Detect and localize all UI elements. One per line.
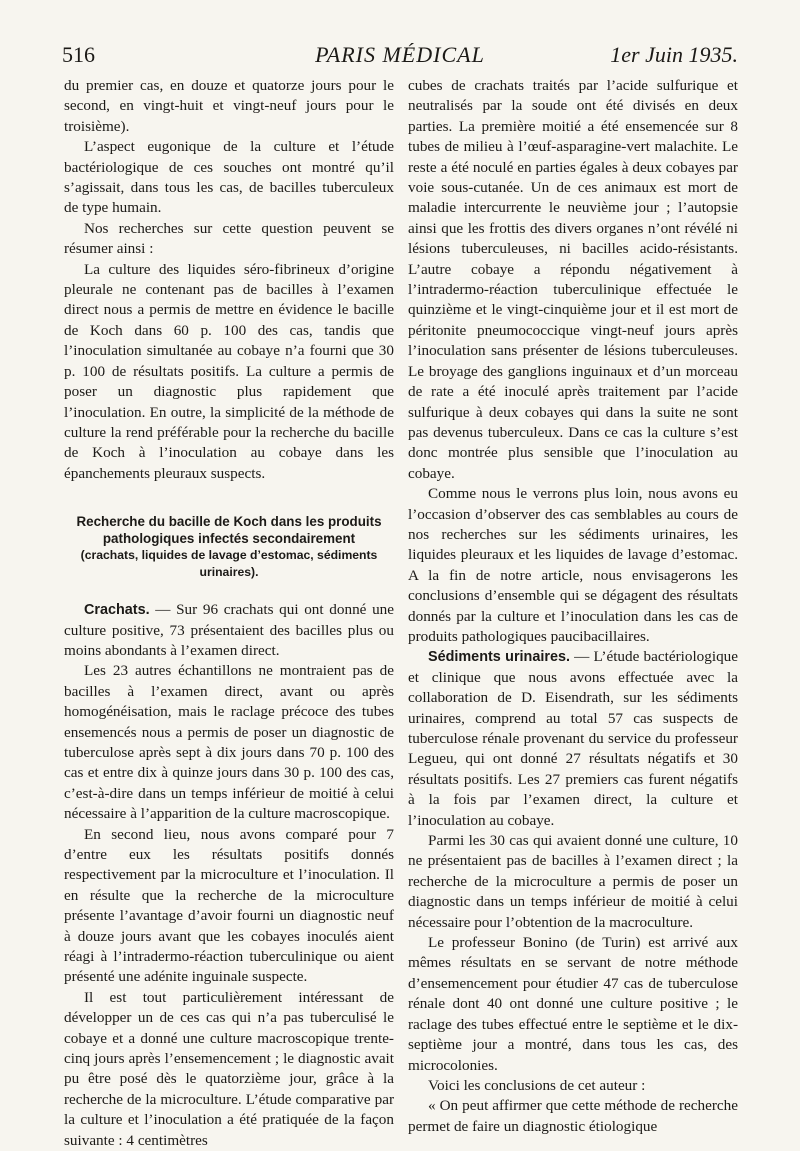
- left-column: [64, 76, 394, 1151]
- paragraph: L’aspect eugonique de la culture et l’étude bactériologique de ces souches ont montré qu’il s’agissait, dans tous les cas, de bacilles tuberculeux de type humain.: [64, 138, 394, 217]
- paragraph: cubes de crachats traités par l’acide sulfurique et neutralisés par la soude ont été divisés en deux parties. La première moitié a été ensemencée sur 8 tubes de milieu à l’œuf-asparagine-vert malachite. Le reste a été noculé en parties égales à deux cobayes par voie sous-cutanée. Un de ces animaux est mort de maladie intercurrente le neuvième jour ; l’autopsie ainsi que les frottis des divers organes n’ont révélé ni lésions tuberculeuses, ni bacilles acido-résistants. L’autre cobaye a répondu négativement à l’intradermo-réaction tuberculinique effectuée le quinzième et le vingt-cinquième jour et il est mort de péritonite pneumococcique vingt-neuf jours après l’inoculation sans présenter de lésions tuberculeuses. Le broyage des ganglions inguinaux et d’un morceau de rate a été inoculé après traitement par l’acide sulfurique à deux cobayes qui dans la suite ne sont pas devenus tuberculeux. Dans ce cas la culture s’est donc montrée plus sensible que l’inoculation au cobaye.: [408, 77, 738, 482]
- paragraph: La culture des liquides séro-fibrineux d’origine pleurale ne contenant pas de bacilles à l’examen direct nous a permis de mettre en évidence le bacille de Koch dans 60 p. 100 des cas, tandis que l’inoculation simultanée au cobaye n’a fourni que 30 p. 100 de résultats positifs. La culture a permis de poser un diagnostic plus rapidement que l’inoculation. En outre, la simplicité de la méthode de culture la rend préférable pour la recherche du bacille de Koch à l’inoculation au cobaye dans les épanchements pleuraux suspects.: [64, 260, 394, 482]
- section-subtitle: (crachats, liquides de lavage d’estomac, sédiments urinaires).: [80, 548, 378, 579]
- paragraph: Voici les conclusions de cet auteur :: [428, 1076, 646, 1094]
- sediments-runin-heading: Sédiments urinaires.: [428, 649, 570, 666]
- paragraph: Il est tout particulièrement intéressant de développer un de ces cas qui n’a pas tuberculisé le cobaye et a donné une culture macroscopique trente-cinq jours après l’ensemencement ; le diagnostic avait pu être posé dès le quatorzième jour, grâce à la recherche de la microculture. L’étude comparative par la culture et l’inoculation a été pratiquée de la façon suivante : 4 centimètres: [64, 988, 394, 1149]
- paragraph: Les 23 autres échantillons ne montraient pas de bacilles à l’examen direct, avant ou après homogénéisation, mais le raclage précoce des tubes ensemencés nous a permis de poser un diagnostic de tuberculose après sept à dix jours dans 70 p. 100 des cas et entre dix à quinze jours dans 30 p. 100 des cas, c’est-à-dire dans un temps inférieur de moitié à celui nécessaire à l’apparition de la culture macroscopique.: [64, 662, 394, 823]
- paragraph: Parmi les 30 cas qui avaient donné une culture, 10 ne présentaient pas de bacilles à l’examen direct ; la recherche de la microculture a permis de poser un diagnostic dans un temps inférieur de moitié à celui nécessaire pour l’obtention de la macroculture.: [408, 832, 738, 931]
- journal-title: PARIS MÉDICAL: [315, 42, 485, 67]
- crachats-runin-heading: Crachats.: [84, 602, 150, 619]
- paragraph-crachats: [64, 600, 394, 661]
- sediments-text: — L’étude bactériologique et clinique que nous avons effectuée avec la collaboration de D. Eisendrath, sur les sédiments urinaires, comprend au total 57 cas suspects de tuberculose rénale provenant du service du professeur Legueu, qui ont donné 27 résultats négatifs et 30 résultats positifs. Les 27 premiers cas furent négatifs à la fois par l’examen direct, la culture et l’inoculation au cobaye.: [408, 648, 738, 829]
- paragraph-sediments: [408, 647, 738, 831]
- issue-date: 1er Juin 1935.: [610, 42, 738, 67]
- paragraph: Le professeur Bonino (de Turin) est arrivé aux mêmes résultats en se servant de notre méthode d’ensemencement pour étudier 47 cas de tuberculose rénale dont 40 ont donné une culture positive ; le raclage des tubes effectué entre le septième et le dix-septième jour a montré, dans tous les cas, des microcolonies.: [408, 934, 738, 1074]
- page-header: [62, 38, 738, 74]
- paragraph: Nos recherches sur cette question peuvent se résumer ainsi :: [64, 219, 394, 258]
- paragraph: Comme nous le verrons plus loin, nous avons eu l’occasion d’observer des cas semblables au cours de nos recherches sur les sédiments urinaires, les liquides pleuraux et les liquides de lavage d’estomac. A la fin de notre article, nous envisagerons les conclusions d’ensemble qui se dégagent des résultats donnés par la culture et l’inoculation dans les cas de produits pathologiques paucibacillaires.: [408, 485, 738, 645]
- right-column: [408, 76, 738, 1137]
- paragraph: « On peut affirmer que cette méthode de recherche permet de faire un diagnostic étiologique: [408, 1097, 738, 1135]
- page-number: 516: [62, 42, 95, 67]
- paragraph: du premier cas, en douze et quatorze jours pour le second, en vingt-huit et vingt-neuf jours pour le troisième).: [64, 77, 394, 135]
- crachats-text: — Sur 96 crachats qui ont donné une culture positive, 73 présentaient des bacilles plus ou moins abondants à l’examen direct.: [64, 601, 394, 659]
- paragraph: En second lieu, nous avons comparé pour 7 d’entre eux les résultats positifs donnés respectivement par la microculture et l’inoculation. Il en résulte que la recherche de la microculture présente l’avantage d’avoir fourni un diagnostic neuf à douze jours avant que les cobayes inoculés aient réagi à l’intradermo-réaction tuberculinique ou aient présenté une adénite inguinale suspecte.: [64, 825, 394, 986]
- section-title: Recherche du bacille de Koch dans les produits pathologiques infectés secondairement: [76, 514, 382, 546]
- section-heading: [64, 514, 394, 580]
